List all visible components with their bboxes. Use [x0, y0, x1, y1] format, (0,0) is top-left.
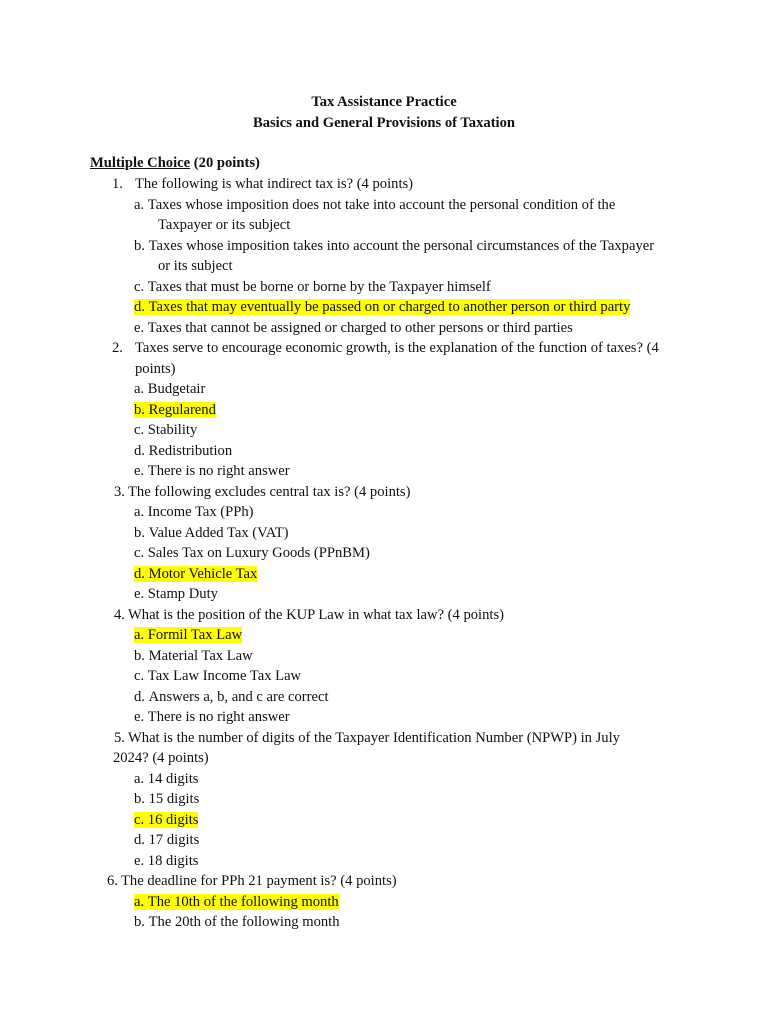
answer-option — [134, 297, 630, 317]
option-letter: e. — [134, 709, 145, 725]
answer-option — [134, 769, 198, 789]
option-text-highlighted: Regularend — [148, 402, 216, 418]
option-text-continued: or its subject — [158, 258, 233, 274]
section-points: (20 points) — [193, 155, 260, 171]
answer-option — [134, 502, 254, 522]
answer-option — [134, 851, 198, 871]
option-letter: b. — [134, 238, 145, 254]
option-text-highlighted: Motor Vehicle Tax — [148, 566, 258, 582]
option-letter: b. — [134, 525, 145, 541]
question-number: 4. — [114, 607, 125, 623]
answer-option — [134, 236, 654, 256]
option-letter: a. — [134, 504, 145, 520]
option-text: Tax Law Income Tax Law — [147, 668, 302, 684]
option-text: 14 digits — [147, 771, 199, 787]
option-letter: c. — [134, 279, 145, 295]
option-letter: c. — [134, 668, 145, 684]
answer-option — [134, 318, 573, 338]
question-text: The following excludes central tax is? (4 points) — [128, 484, 411, 500]
option-letter: e. — [134, 853, 145, 869]
option-letter: e. — [134, 586, 145, 602]
option-letter: c. — [134, 422, 145, 438]
answer-option — [134, 420, 197, 440]
option-letter: d. — [134, 689, 145, 705]
option-text-highlighted: 16 digits — [147, 812, 199, 828]
question-text: Taxes serve to encourage economic growth, is the explanation of the function of taxes? (4 — [135, 340, 659, 356]
section-name: Multiple Choice — [90, 155, 191, 171]
option-letter: e. — [134, 320, 145, 336]
answer-option — [134, 646, 253, 666]
option-text-highlighted: Formil Tax Law — [147, 627, 243, 643]
answer-option — [134, 687, 329, 707]
question-number: 6. — [107, 873, 118, 889]
question-text: points) — [135, 361, 176, 377]
option-text: Answers a, b, and c are correct — [148, 689, 329, 705]
option-letter: b. — [134, 402, 145, 418]
answer-option — [134, 810, 198, 830]
option-text: Stamp Duty — [147, 586, 218, 602]
question-text: 2024? (4 points) — [113, 750, 209, 766]
question-text: What is the number of digits of the Taxpayer Identification Number (NPWP) in July — [128, 730, 620, 746]
answer-option — [134, 666, 301, 686]
answer-option — [134, 584, 218, 604]
answer-option — [134, 400, 216, 420]
answer-option — [134, 912, 340, 932]
question-text: The deadline for PPh 21 payment is? (4 points) — [121, 873, 397, 889]
option-text: Taxes whose imposition takes into account the personal circumstances of the Taxpayer — [148, 238, 655, 254]
option-letter: e. — [134, 463, 145, 479]
option-text: Taxes that must be borne or borne by the Taxpayer himself — [147, 279, 491, 295]
option-text: There is no right answer — [147, 709, 290, 725]
answer-option — [134, 892, 339, 912]
option-text: 15 digits — [148, 791, 200, 807]
option-text: Sales Tax on Luxury Goods (PPnBM) — [147, 545, 370, 561]
option-letter: a. — [134, 197, 145, 213]
option-letter: a. — [134, 771, 145, 787]
option-text: The 20th of the following month — [148, 914, 340, 930]
option-letter: a. — [134, 627, 145, 643]
option-letter: d. — [134, 832, 145, 848]
option-letter: d. — [134, 299, 145, 315]
answer-option — [134, 523, 289, 543]
answer-option — [134, 379, 205, 399]
option-letter: b. — [134, 648, 145, 664]
option-letter: b. — [134, 914, 145, 930]
document-subtitle: Basics and General Provisions of Taxation — [252, 115, 516, 131]
option-letter: a. — [134, 381, 145, 397]
answer-option — [134, 830, 199, 850]
option-text: 17 digits — [148, 832, 200, 848]
answer-option — [134, 789, 199, 809]
option-text: Value Added Tax (VAT) — [148, 525, 289, 541]
option-text: Material Tax Law — [148, 648, 253, 664]
question-number: 3. — [114, 484, 125, 500]
option-text: Budgetair — [147, 381, 206, 397]
answer-option — [134, 441, 232, 461]
answer-option — [134, 625, 242, 645]
option-text: Redistribution — [148, 443, 233, 459]
answer-option — [134, 195, 615, 215]
option-text: Taxes that cannot be assigned or charged to other persons or third parties — [147, 320, 573, 336]
question-number: 5. — [114, 730, 125, 746]
option-letter: a. — [134, 894, 145, 910]
option-text: Stability — [147, 422, 198, 438]
question-text: What is the position of the KUP Law in what tax law? (4 points) — [128, 607, 504, 623]
question-number: 2. — [112, 340, 123, 356]
question-text: The following is what indirect tax is? (4 points) — [135, 176, 414, 192]
option-text: Income Tax (PPh) — [147, 504, 254, 520]
option-letter: c. — [134, 812, 145, 828]
question-number: 1. — [112, 176, 123, 192]
option-text-continued: Taxpayer or its subject — [158, 217, 291, 233]
option-letter: d. — [134, 443, 145, 459]
option-text-highlighted: Taxes that may eventually be passed on or charged to another person or third party — [148, 299, 631, 315]
option-text-highlighted: The 10th of the following month — [147, 894, 339, 910]
section-heading — [90, 153, 260, 173]
answer-option — [134, 707, 290, 727]
answer-option — [134, 543, 370, 563]
option-letter: c. — [134, 545, 145, 561]
answer-option — [134, 277, 491, 297]
answer-option — [134, 564, 257, 584]
option-text: 18 digits — [147, 853, 199, 869]
option-letter: d. — [134, 566, 145, 582]
option-text: Taxes whose imposition does not take into account the personal condition of the — [147, 197, 616, 213]
option-text: There is no right answer — [147, 463, 290, 479]
document-title: Tax Assistance Practice — [311, 94, 457, 110]
answer-option — [134, 461, 290, 481]
option-letter: b. — [134, 791, 145, 807]
